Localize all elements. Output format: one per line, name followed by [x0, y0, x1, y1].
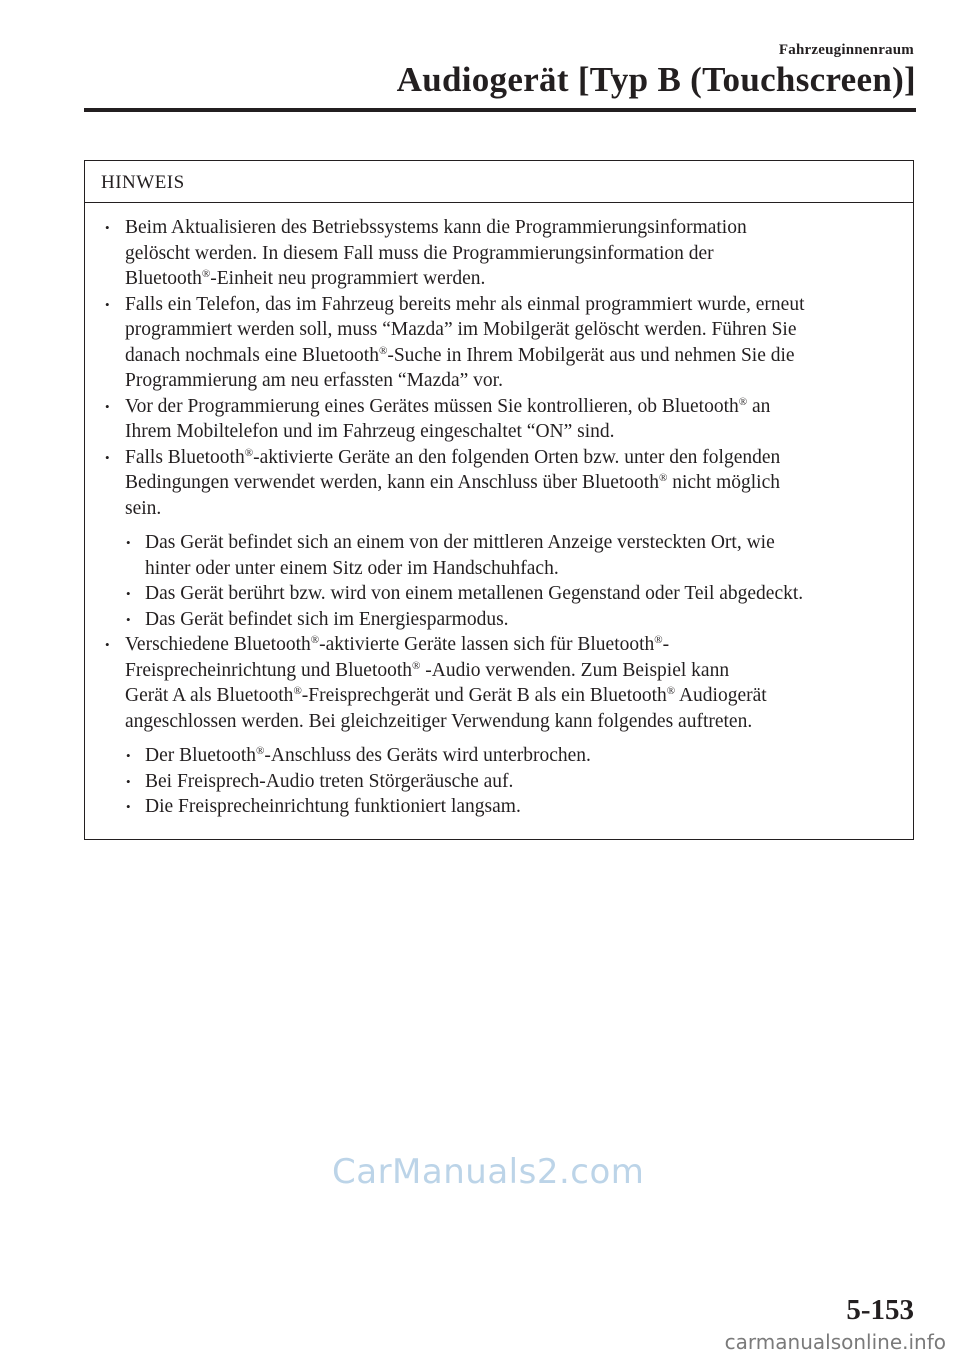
text-line	[145, 607, 907, 633]
text-line	[145, 743, 907, 769]
text-segment: Beim Aktualisieren des Betriebssystems kann die Programmierungsinformation	[125, 217, 747, 238]
text-segment: Falls ein Telefon, das im Fahrzeug bereits mehr als einmal programmiert wurde, erneut	[125, 293, 805, 315]
text-segment: Der Bluetooth	[145, 745, 257, 766]
note-subitem	[85, 794, 907, 820]
text-line	[125, 241, 907, 267]
bullet-icon: •	[126, 773, 131, 789]
text-line	[125, 215, 907, 241]
text-segment: hinter oder unter einem Sitz oder im Handschuhfach.	[145, 557, 559, 579]
text-segment: an	[747, 395, 771, 417]
text-line	[145, 530, 907, 556]
text-line	[125, 266, 907, 292]
text-segment: -Freisprechgerät und Gerät B als ein Bluetooth	[301, 685, 667, 706]
text-segment: -	[662, 634, 670, 655]
bullet-icon: •	[126, 535, 131, 550]
text-line	[145, 556, 907, 582]
text-line	[145, 769, 907, 795]
note-subitem	[85, 743, 907, 769]
text-segment: Das Gerät befindet sich im Energiesparmodus.	[145, 608, 509, 630]
note-item	[85, 292, 907, 394]
registered-mark: ®	[654, 634, 663, 646]
text-segment: Ihrem Mobiltelefon und im Fahrzeug eingeschaltet “ON” sind.	[125, 421, 615, 442]
registered-mark: ®	[412, 659, 421, 672]
page-title: Audiogerät [Typ B (Touchscreen)]	[396, 60, 916, 99]
note-body	[85, 203, 913, 820]
registered-mark: ®	[293, 685, 302, 697]
note-subitem	[85, 607, 907, 633]
registered-mark: ®	[244, 446, 254, 459]
text-segment: gelöscht werden. In diesem Fall muss die Programmierungsinformation der	[125, 242, 714, 264]
registered-mark: ®	[201, 268, 211, 280]
text-line	[125, 394, 907, 420]
text-segment: Das Gerät befindet sich an einem von der mittleren Anzeige versteckten Ort, wie	[145, 532, 775, 553]
bullet-icon: •	[126, 748, 131, 763]
registered-mark: ®	[256, 745, 265, 757]
footer-site: carmanualsonline.info	[724, 1330, 946, 1354]
text-segment: Die Freisprecheinrichtung funktioniert langsam.	[145, 796, 521, 817]
text-segment: danach nochmals eine Bluetooth	[125, 344, 379, 366]
text-segment: -aktivierte Geräte an den folgenden Orten bzw. unter den folgenden	[253, 446, 781, 468]
text-segment: sein.	[125, 497, 162, 519]
section-label: Fahrzeuginnenraum	[778, 42, 914, 58]
text-segment: -Suche in Ihrem Mobilgerät aus und nehmen Sie die	[387, 344, 795, 366]
header-divider	[84, 108, 916, 112]
registered-mark: ®	[658, 472, 668, 484]
registered-mark: ®	[666, 685, 676, 697]
text-line	[125, 419, 907, 445]
text-segment: Gerät A als Bluetooth	[125, 685, 294, 706]
text-line	[125, 368, 907, 394]
note-item	[85, 445, 907, 522]
text-segment: Falls Bluetooth	[125, 446, 245, 468]
text-line	[145, 794, 907, 820]
text-line	[145, 581, 907, 607]
text-segment: angeschlossen werden. Bei gleichzeitiger Verwendung kann folgendes auftreten.	[125, 710, 753, 732]
bullet-icon: •	[105, 296, 110, 312]
note-item	[85, 215, 907, 292]
text-segment: Programmierung am neu erfassten “Mazda” vor.	[125, 370, 503, 391]
text-segment: -aktivierte Geräte lassen sich für Bluetooth	[319, 634, 655, 655]
text-line	[125, 496, 907, 522]
text-segment: -Audio verwenden. Zum Beispiel kann	[420, 659, 730, 681]
text-line	[125, 445, 907, 471]
note-subitem	[85, 530, 907, 581]
bullet-icon: •	[105, 637, 110, 652]
text-segment: Bluetooth	[125, 268, 202, 289]
text-segment: Verschiedene Bluetooth	[125, 634, 311, 655]
text-segment: Freisprecheinrichtung und Bluetooth	[125, 659, 413, 681]
note-heading: HINWEIS	[85, 161, 913, 203]
text-line	[125, 658, 907, 684]
note-box	[84, 160, 914, 840]
text-line	[125, 317, 907, 343]
text-line	[125, 683, 907, 709]
text-line	[125, 709, 907, 735]
bullet-icon: •	[105, 449, 110, 465]
registered-mark: ®	[738, 395, 748, 408]
text-line	[125, 632, 907, 658]
text-segment: Bei Freisprech-Audio treten Störgeräusche auf.	[145, 770, 514, 792]
text-segment: -Einheit neu programmiert werden.	[210, 268, 486, 289]
text-segment: Vor der Programmierung eines Gerätes müssen Sie kontrollieren, ob Bluetooth	[125, 395, 739, 417]
registered-mark: ®	[310, 634, 320, 646]
bullet-icon: •	[105, 398, 110, 414]
text-segment: nicht möglich	[667, 472, 780, 493]
note-item	[85, 632, 907, 734]
bullet-icon: •	[105, 220, 110, 235]
note-item	[85, 394, 907, 445]
text-line	[125, 292, 907, 318]
page-number: 5-153	[846, 1294, 914, 1326]
bullet-icon: •	[126, 611, 131, 627]
registered-mark: ®	[378, 344, 388, 357]
text-segment: Bedingungen verwendet werden, kann ein Anschluss über Bluetooth	[125, 472, 659, 493]
bullet-icon: •	[126, 586, 131, 601]
text-line	[125, 343, 907, 369]
text-segment: Audiogerät	[675, 685, 767, 706]
note-subitem	[85, 581, 907, 607]
watermark: CarManuals2.com	[332, 1152, 645, 1192]
text-segment: Das Gerät berührt bzw. wird von einem metallenen Gegenstand oder Teil abgedeckt.	[145, 583, 804, 604]
text-line	[125, 470, 907, 496]
text-segment: -Anschluss des Geräts wird unterbrochen.	[264, 745, 591, 766]
note-subitem	[85, 769, 907, 795]
bullet-icon: •	[126, 799, 131, 814]
text-segment: programmiert werden soll, muss “Mazda” im Mobilgerät gelöscht werden. Führen Sie	[125, 319, 797, 340]
